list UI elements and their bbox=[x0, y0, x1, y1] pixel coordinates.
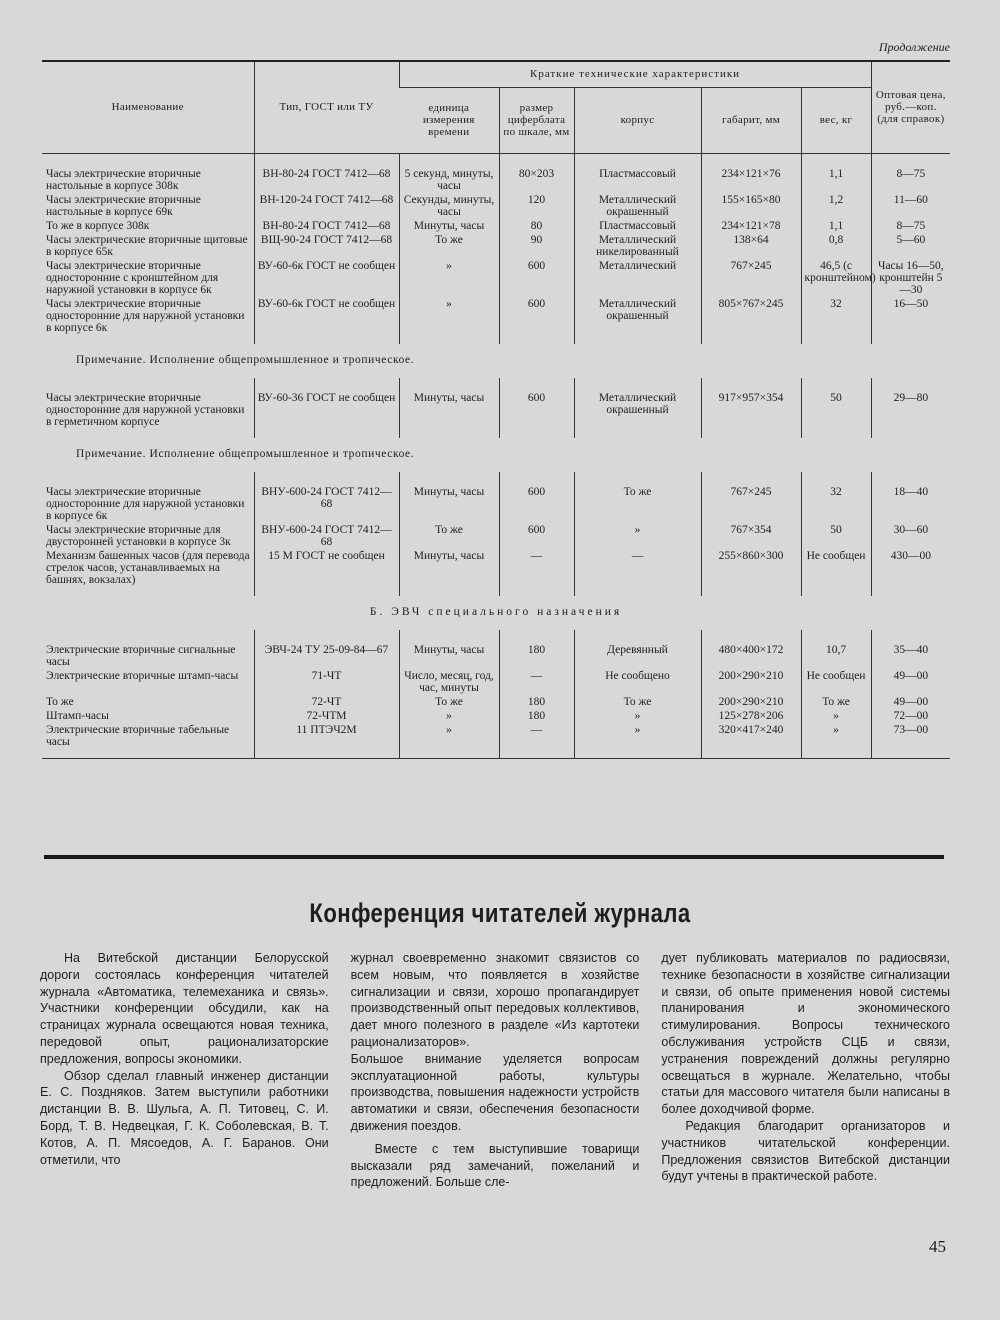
cell-price: 72—00 bbox=[871, 709, 950, 723]
cell-case: То же bbox=[574, 472, 701, 523]
cell-weight: Не сообщен bbox=[801, 669, 871, 695]
cell-name: Электрические вторичные сигнальные часы bbox=[46, 643, 236, 668]
cell-name: Часы электрические вторичные односторонние для наружной установки в корпусе 6к bbox=[46, 485, 245, 522]
cell-name: Часы электрические вторичные односторонние для наружной установки в корпусе 6к bbox=[46, 297, 245, 334]
table-group-1 bbox=[42, 153, 950, 344]
cell-weight: То же bbox=[801, 695, 871, 709]
cell-unit: Минуты, часы bbox=[399, 472, 499, 523]
article-column-2 bbox=[351, 950, 640, 1191]
table-row bbox=[42, 695, 950, 709]
cell-dims: 805×767×245 bbox=[701, 297, 801, 344]
header-dial: размер циферблата по шкале, мм bbox=[499, 87, 574, 153]
cell-type: ВУ-60-6к ГОСТ не сообщен bbox=[254, 297, 399, 344]
cell-weight: 32 bbox=[801, 472, 871, 523]
table-group-4 bbox=[42, 630, 950, 759]
table-row bbox=[42, 630, 950, 669]
table-row bbox=[42, 378, 950, 438]
cell-dims: 480×400×172 bbox=[701, 630, 801, 669]
cell-type: ВУ-60-36 ГОСТ не сообщен bbox=[254, 378, 399, 438]
header-name: Наименование bbox=[42, 61, 254, 153]
table-row bbox=[42, 723, 950, 759]
cell-weight: 1,2 bbox=[801, 193, 871, 219]
cell-type: ВН-80-24 ГОСТ 7412—68 bbox=[254, 219, 399, 233]
cell-dial: 80×203 bbox=[499, 153, 574, 193]
cell-weight: 1,1 bbox=[801, 153, 871, 193]
cell-dial: 600 bbox=[499, 523, 574, 549]
table-row bbox=[42, 153, 950, 193]
cell-case: Металлический окрашенный bbox=[574, 193, 701, 219]
cell-dial: 180 bbox=[499, 695, 574, 709]
header-unit: единица измерения времени bbox=[399, 87, 499, 153]
cell-case: Металлический окрашенный bbox=[574, 378, 701, 438]
table-group-3 bbox=[42, 472, 950, 596]
cell-weight: 50 bbox=[801, 523, 871, 549]
article-paragraph: Вместе с тем выступившие товарищи высказали ряд замечаний, пожеланий и предложений. Больше сле- bbox=[350, 1141, 640, 1190]
cell-dims: 125×278×206 bbox=[701, 709, 801, 723]
cell-name: То же в корпусе 308к bbox=[46, 219, 150, 232]
cell-price: 8—75 bbox=[871, 153, 950, 193]
cell-dims: 320×417×240 bbox=[701, 723, 801, 759]
cell-type: 72-ЧТМ bbox=[254, 709, 399, 723]
cell-name: Электрические вторичные табельные часы bbox=[42, 723, 254, 759]
cell-name: Часы электрические вторичные односторонние для наружной установки в герметичном корпусе bbox=[46, 391, 245, 428]
cell-unit: Минуты, часы bbox=[399, 630, 499, 669]
header-type: Тип, ГОСТ или ТУ bbox=[254, 61, 399, 153]
spec-table bbox=[42, 60, 950, 759]
cell-unit: То же bbox=[399, 695, 499, 709]
cell-name: Часы электрические вторичные односторонние с кронштейном для наружной установки в корпусе 6к bbox=[46, 259, 219, 296]
cell-price: 49—00 bbox=[871, 695, 950, 709]
cell-case: Металлический никелированный bbox=[574, 233, 701, 259]
cell-dial: — bbox=[499, 549, 574, 596]
cell-dims: 234×121×78 bbox=[701, 219, 801, 233]
cell-unit: То же bbox=[399, 233, 499, 259]
table-row bbox=[42, 472, 950, 523]
cell-case: » bbox=[574, 723, 701, 759]
cell-case: Деревянный bbox=[574, 630, 701, 669]
cell-unit: » bbox=[399, 723, 499, 759]
header-weight: вес, кг bbox=[801, 87, 871, 153]
article-column-1 bbox=[40, 950, 329, 1191]
cell-type: 11 ПТЭЧ2М bbox=[254, 723, 399, 759]
table-row bbox=[42, 669, 950, 695]
table-row bbox=[42, 709, 950, 723]
cell-case: Металлический окрашенный bbox=[574, 297, 701, 344]
header-case: корпус bbox=[574, 87, 701, 153]
cell-name: Часы электрические вторичные щитовые в корпусе 65к bbox=[46, 233, 248, 258]
cell-type: 71-ЧТ bbox=[254, 669, 399, 695]
cell-type: ВНУ-600-24 ГОСТ 7412—68 bbox=[254, 472, 399, 523]
cell-case: То же bbox=[574, 695, 701, 709]
cell-dims: 767×245 bbox=[701, 259, 801, 297]
cell-dial: 600 bbox=[499, 259, 574, 297]
cell-dims: 767×354 bbox=[701, 523, 801, 549]
article-paragraph: Редакция благодарит организаторов и участников читательской конференции. Предложения связистов Витебской дистанции будут учтены в практической работе. bbox=[661, 1118, 951, 1184]
cell-unit: Число, месяц, год, час, минуты bbox=[399, 669, 499, 695]
separator-rule bbox=[44, 855, 944, 859]
cell-dims: 255×860×300 bbox=[701, 549, 801, 596]
cell-unit: » bbox=[399, 259, 499, 297]
cell-type: 72-ЧТ bbox=[254, 695, 399, 709]
cell-dial: 180 bbox=[499, 709, 574, 723]
cell-case: » bbox=[574, 523, 701, 549]
cell-unit: 5 секунд, минуты, часы bbox=[399, 153, 499, 193]
cell-type: ВЩ-90-24 ГОСТ 7412—68 bbox=[254, 233, 399, 259]
cell-dial: 180 bbox=[499, 630, 574, 669]
cell-dial: 600 bbox=[499, 378, 574, 438]
cell-dial: 90 bbox=[499, 233, 574, 259]
cell-unit: Минуты, часы bbox=[399, 219, 499, 233]
cell-unit: » bbox=[399, 297, 499, 344]
table-row bbox=[42, 193, 950, 219]
cell-weight: 10,7 bbox=[801, 630, 871, 669]
article-paragraph: журнал своевременно знакомит связистов со всем новым, что появляется в хозяйстве сигнализации и связи, хорошо пропагандирует производственный опыт передовых коллективов, дает много полезного в разделе «Из картотеки рационализаторов». bbox=[350, 951, 640, 1049]
cell-dial: — bbox=[499, 723, 574, 759]
cell-case: Пластмассовый bbox=[574, 153, 701, 193]
header-dims: габарит, мм bbox=[701, 87, 801, 153]
cell-name: Часы электрические вторичные настольные в корпусе 69к bbox=[46, 193, 201, 218]
cell-name: То же bbox=[46, 695, 74, 708]
cell-dims: 917×957×354 bbox=[701, 378, 801, 438]
cell-price: 29—80 bbox=[871, 378, 950, 438]
cell-unit: Секунды, минуты, часы bbox=[399, 193, 499, 219]
cell-price: 430—00 bbox=[871, 549, 950, 596]
cell-case: Пластмассовый bbox=[574, 219, 701, 233]
table-row bbox=[42, 233, 950, 259]
cell-price: 5—60 bbox=[871, 233, 950, 259]
cell-weight: 32 bbox=[801, 297, 871, 344]
cell-price: 16—50 bbox=[871, 297, 950, 344]
spec-table-wrapper bbox=[42, 60, 950, 759]
cell-price: Часы 16—50, кронштейн 5—30 bbox=[871, 259, 950, 297]
cell-dims: 767×245 bbox=[701, 472, 801, 523]
table-section-b: Б. ЭВЧ специального назначения bbox=[369, 605, 623, 618]
cell-dims: 234×121×76 bbox=[701, 153, 801, 193]
cell-dims: 200×290×210 bbox=[701, 695, 801, 709]
header-price: Оптовая цена, руб.—коп. (для справок) bbox=[871, 61, 950, 153]
cell-type: ВН-80-24 ГОСТ 7412—68 bbox=[254, 153, 399, 193]
cell-unit: » bbox=[399, 709, 499, 723]
cell-dial: — bbox=[499, 669, 574, 695]
cell-name: Часы электрические вторичные для двусторонней установки в корпусе 3к bbox=[46, 523, 231, 548]
table-note-1: Примечание. Исполнение общепромышленное и тропическое. bbox=[76, 353, 415, 366]
cell-type: ЭВЧ-24 ТУ 25-09-84—67 bbox=[254, 630, 399, 669]
table-group-2 bbox=[42, 378, 950, 438]
cell-price: 11—60 bbox=[871, 193, 950, 219]
cell-unit: То же bbox=[399, 523, 499, 549]
table-row bbox=[42, 549, 950, 596]
cell-price: 49—00 bbox=[871, 669, 950, 695]
cell-case: Не сообщено bbox=[574, 669, 701, 695]
cell-type: ВНУ-600-24 ГОСТ 7412—68 bbox=[254, 523, 399, 549]
cell-case: — bbox=[574, 549, 701, 596]
cell-dims: 138×64 bbox=[701, 233, 801, 259]
cell-type: ВН-120-24 ГОСТ 7412—68 bbox=[254, 193, 399, 219]
cell-unit: Минуты, часы bbox=[399, 378, 499, 438]
cell-dial: 120 bbox=[499, 193, 574, 219]
cell-price: 8—75 bbox=[871, 219, 950, 233]
cell-price: 30—60 bbox=[871, 523, 950, 549]
cell-case: Металлический bbox=[574, 259, 701, 297]
table-row bbox=[42, 297, 950, 344]
cell-weight: » bbox=[801, 709, 871, 723]
cell-price: 18—40 bbox=[871, 472, 950, 523]
cell-dims: 155×165×80 bbox=[701, 193, 801, 219]
cell-dial: 600 bbox=[499, 472, 574, 523]
continuation-label: Продолжение bbox=[878, 40, 950, 54]
cell-name: Механизм башенных часов (для перевода стрелок часов, устанавливаемых на башнях, вокзалах) bbox=[46, 549, 250, 586]
cell-dial: 80 bbox=[499, 219, 574, 233]
cell-weight: 0,8 bbox=[801, 233, 871, 259]
cell-dims: 200×290×210 bbox=[701, 669, 801, 695]
article-body bbox=[40, 950, 950, 1191]
cell-type: 15 М ГОСТ не сообщен bbox=[254, 549, 399, 596]
page-number: 45 bbox=[929, 1237, 946, 1256]
article-paragraph: Обзор сделал главный инженер дистанции Е. С. Поздняков. Затем выступили работники дистанции В. В. Шульга, А. П. Титовец, С. И. Борд, Т. В. Недвецкая, Г. К. Соболевская, В. Т. Котов, А. П. Мясоедов, А. Г. Баранов. Они отметили, что bbox=[40, 1068, 329, 1167]
article-paragraph: дует публиковать материалов по радиосвязи, технике безопасности в хозяйстве сигнализации и связи, об опыте применения новой системы планирования и экономического стимулирования. Вопросы технического обслуживания устройств СЦБ и связи, устранения повреждений должны регулярно освещаться в журнале. Желательно, чтобы статьи для массового читателя были написаны в более доходчивой форме. bbox=[661, 951, 951, 1117]
cell-weight: Не сообщен bbox=[801, 549, 871, 596]
header-specs: Краткие технические характеристики bbox=[399, 61, 871, 87]
cell-case: » bbox=[574, 709, 701, 723]
cell-weight: 50 bbox=[801, 378, 871, 438]
cell-name: Штамп-часы bbox=[46, 709, 109, 722]
article-paragraph: На Витебской дистанции Белорусской дороги состоялась конференция читателей журнала «Автоматика, телемеханика и связь». Участники конференции обсудили, как на страницах журнала освещаются новая техника, передовой опыт, рационализаторские предложения, вопросы экономики. bbox=[40, 951, 329, 1066]
cell-type: ВУ-60-6к ГОСТ не сообщен bbox=[254, 259, 399, 297]
cell-name: Электрические вторичные штамп-часы bbox=[46, 669, 239, 682]
table-row bbox=[42, 259, 950, 297]
cell-weight: 1,1 bbox=[801, 219, 871, 233]
cell-weight: » bbox=[801, 723, 871, 759]
table-row bbox=[42, 523, 950, 549]
cell-unit: Минуты, часы bbox=[399, 549, 499, 596]
table-row bbox=[42, 219, 950, 233]
cell-name: Часы электрические вторичные настольные в корпусе 308к bbox=[46, 167, 201, 192]
cell-weight: 46,5 (с кронштейном) bbox=[801, 259, 871, 297]
cell-price: 73—00 bbox=[871, 723, 950, 759]
table-note-2: Примечание. Исполнение общепромышленное и тропическое. bbox=[76, 447, 415, 460]
article-column-3 bbox=[661, 950, 950, 1191]
cell-dial: 600 bbox=[499, 297, 574, 344]
cell-price: 35—40 bbox=[871, 630, 950, 669]
article-title: Конференция читателей журнала bbox=[309, 898, 691, 928]
article-paragraph: Большое внимание уделяется вопросам эксплуатационной работы, культуры производства, повышения надежности устройств автоматики и связи, обеспечения безопасности движения поездов. bbox=[350, 1051, 640, 1133]
